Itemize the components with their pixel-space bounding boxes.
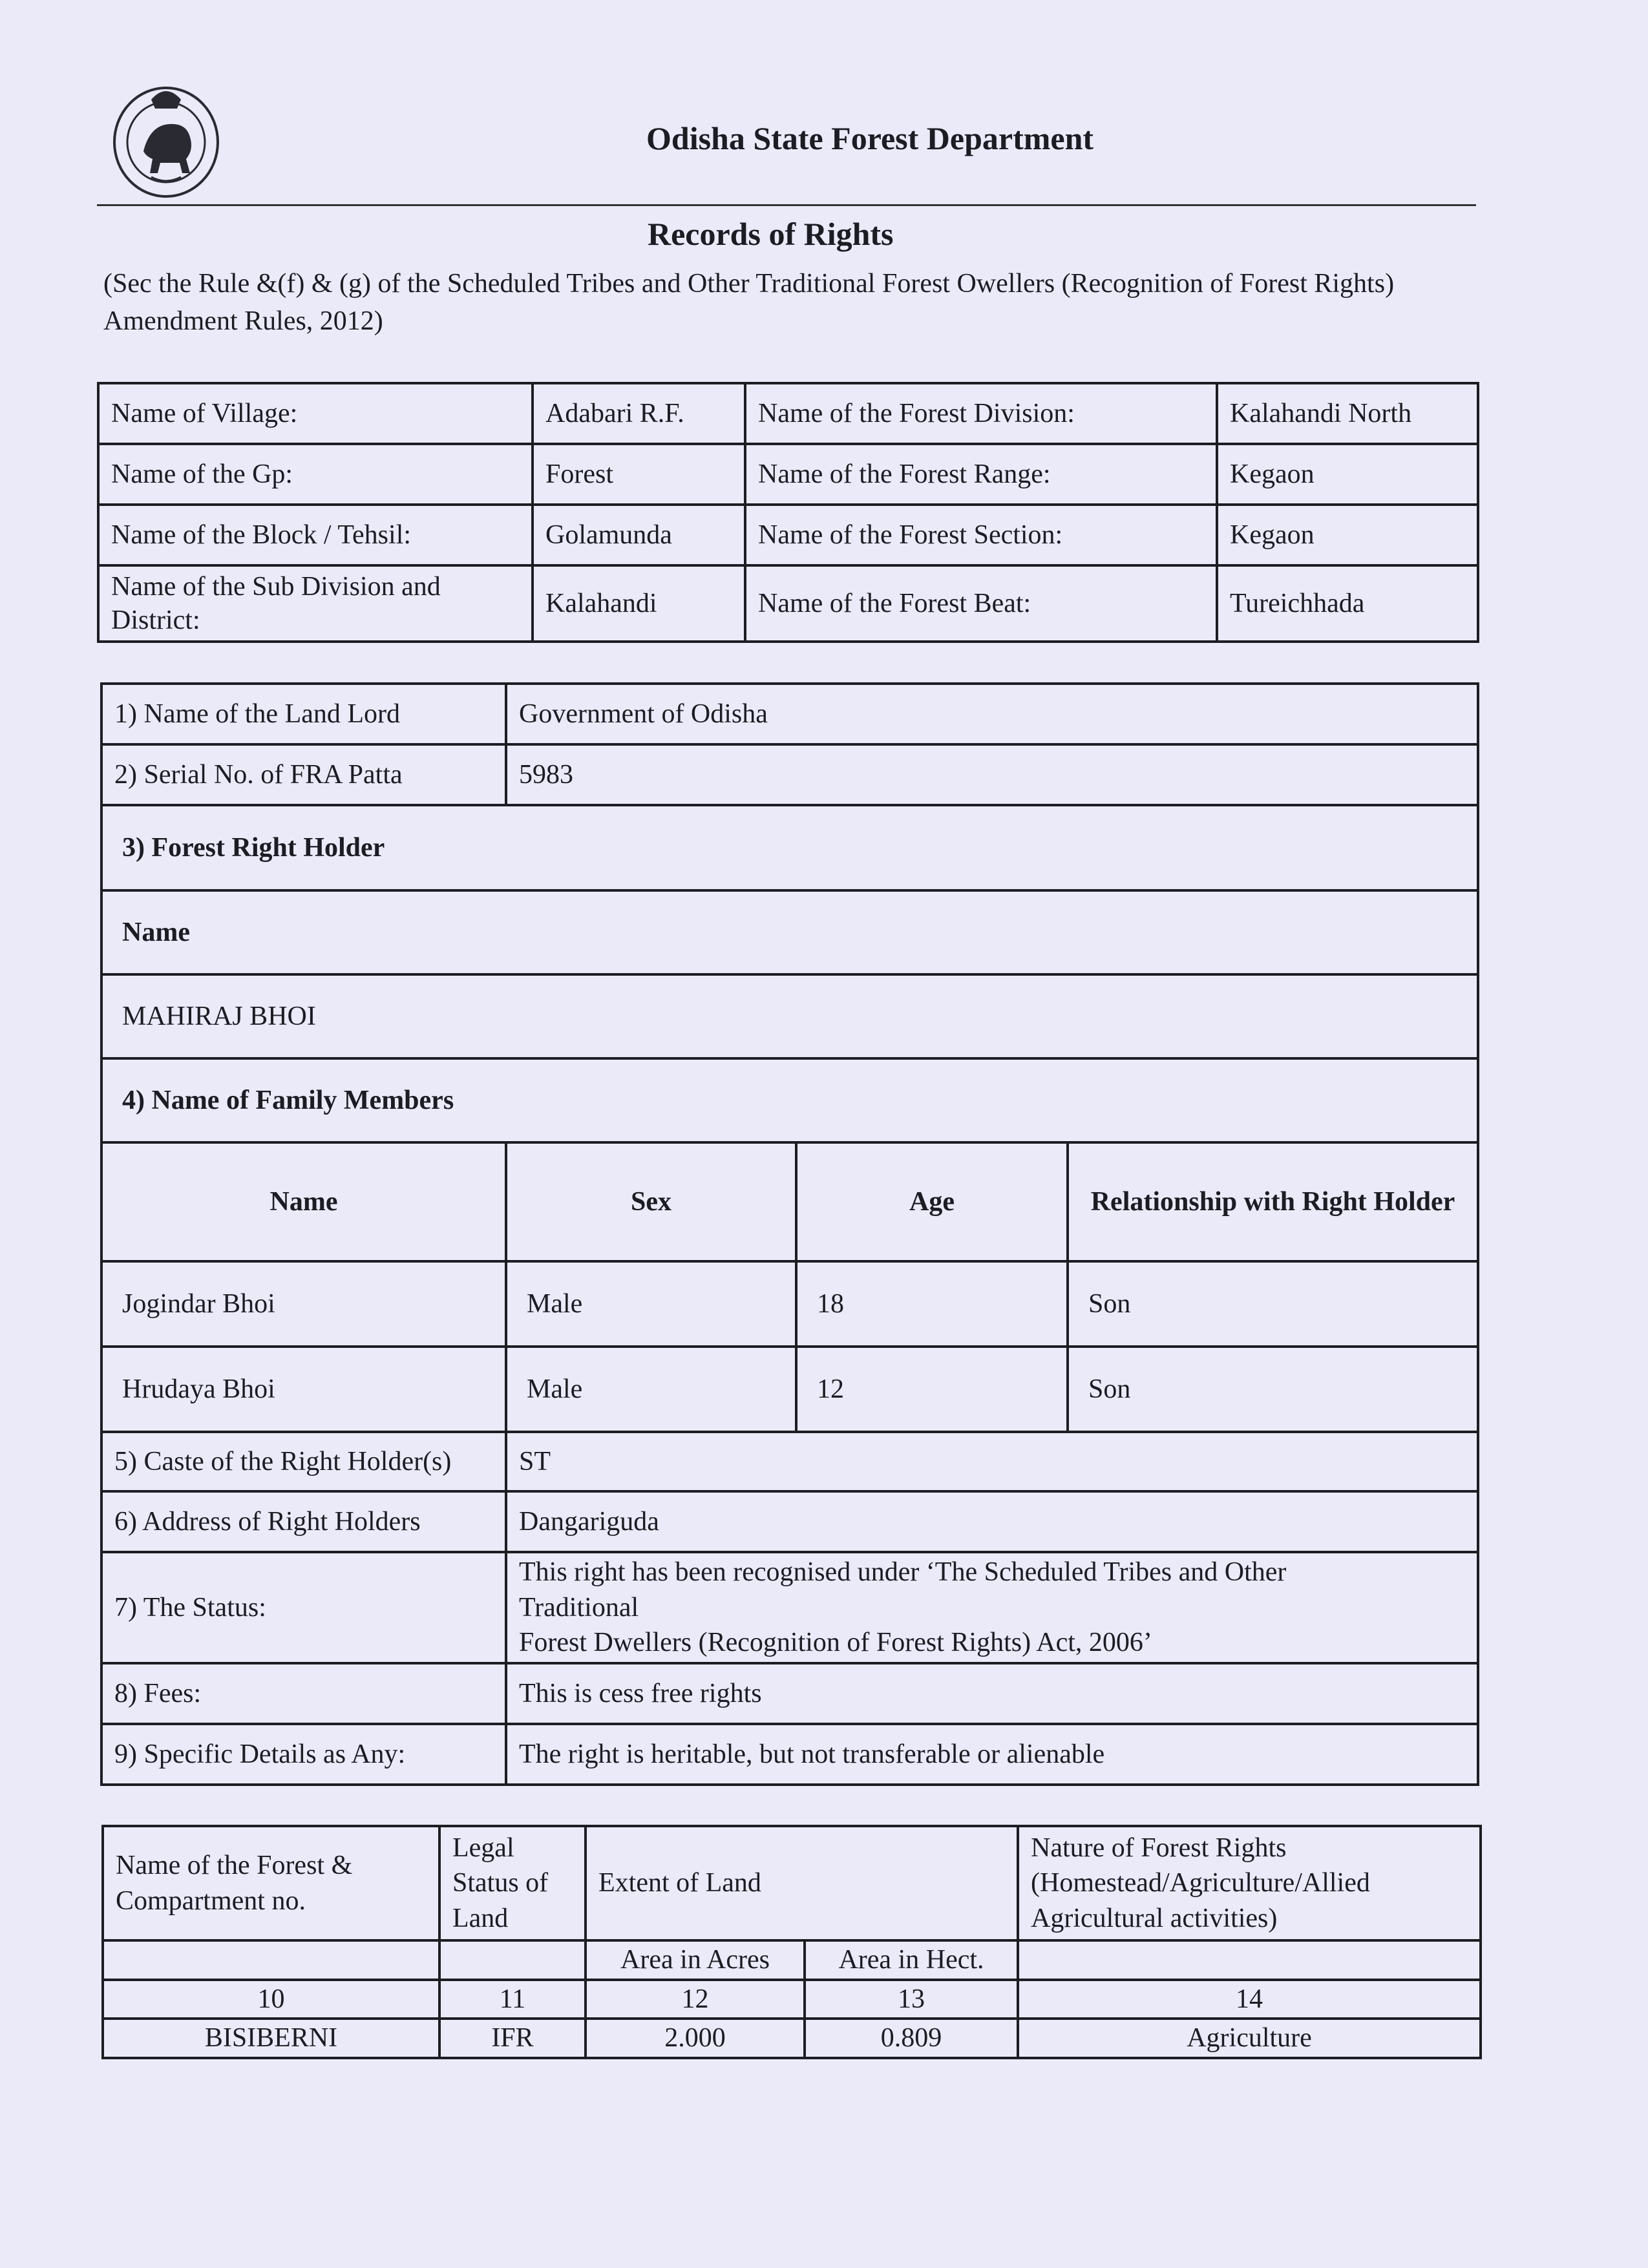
forest-range-value: Kegaon <box>1217 444 1478 505</box>
land-lord-label: 1) Name of the Land Lord <box>101 684 506 744</box>
sub-division-value: Kalahandi <box>533 565 745 642</box>
forest-range-label: Name of the Forest Range: <box>745 444 1217 505</box>
member-age: 18 <box>796 1261 1068 1347</box>
member-age: 12 <box>796 1347 1068 1432</box>
col-extent-of-land: Extent of Land <box>586 1826 1018 1940</box>
land-lord-value: Government of Odisha <box>506 684 1478 744</box>
table-row <box>101 1347 1478 1432</box>
member-name: Hrudaya Bhoi <box>101 1347 506 1432</box>
address-value: Dangariguda <box>506 1491 1478 1552</box>
block-value: Golamunda <box>533 505 745 565</box>
legal-status: IFR <box>439 2019 586 2058</box>
forest-division-value: Kalahandi North <box>1217 383 1478 444</box>
location-row <box>98 444 1478 505</box>
family-header-row <box>101 1142 1478 1261</box>
family-col-name: Name <box>101 1142 506 1261</box>
member-sex: Male <box>506 1347 796 1432</box>
col-forest-compartment: Name of the Forest & Compartment no. <box>103 1826 439 1940</box>
forest-division-label: Name of the Forest Division: <box>745 383 1217 444</box>
village-value: Adabari R.F. <box>533 383 745 444</box>
block-label: Name of the Block / Tehsil: <box>98 505 533 565</box>
col-legal-status: Legal Status of Land <box>439 1826 586 1940</box>
gp-value: Forest <box>533 444 745 505</box>
sub-division-label: Name of the Sub Division and District: <box>98 565 533 642</box>
status-line: Traditional <box>519 1592 639 1622</box>
department-title: Odisha State Forest Department <box>646 120 1094 156</box>
empty-cell <box>1018 1940 1481 1980</box>
address-label: 6) Address of Right Holders <box>101 1491 506 1552</box>
forest-right-holder-heading: 3) Forest Right Holder <box>101 805 1478 890</box>
serial-value: 5983 <box>506 744 1478 805</box>
col-number: 13 <box>805 1980 1018 2019</box>
land-table <box>101 1825 1482 2059</box>
forest-beat-value: Tureichhada <box>1217 565 1478 642</box>
empty-cell <box>439 1940 586 1980</box>
col-number: 10 <box>103 1980 439 2019</box>
col-number: 11 <box>439 1980 586 2019</box>
village-label: Name of Village: <box>98 383 533 444</box>
sub-area-acres: Area in Acres <box>586 1940 805 1980</box>
col-nature-of-rights: Nature of Forest Rights (Homestead/Agriculture/Allied Agricultural activities) <box>1018 1826 1481 1940</box>
status-line: This right has been recognised under ‘The Scheduled Tribes and Other <box>519 1557 1287 1588</box>
forest-section-label: Name of the Forest Section: <box>745 505 1217 565</box>
location-row <box>98 383 1478 444</box>
specific-details-label: 9) Specific Details as Any: <box>101 1724 506 1785</box>
family-col-sex: Sex <box>506 1142 796 1261</box>
family-col-age: Age <box>796 1142 1068 1261</box>
specific-details-value: The right is heritable, but not transferable or alienable <box>506 1724 1478 1785</box>
forest-section-value: Kegaon <box>1217 505 1478 565</box>
nature-of-right: Agriculture <box>1018 2019 1481 2058</box>
member-sex: Male <box>506 1261 796 1347</box>
col-number: 12 <box>586 1980 805 2019</box>
sub-area-hect: Area in Hect. <box>805 1940 1018 1980</box>
status-value <box>506 1552 1478 1663</box>
status-label: 7) The Status: <box>101 1552 506 1663</box>
empty-cell <box>103 1940 439 1980</box>
fees-label: 8) Fees: <box>101 1663 506 1724</box>
family-members-heading: 4) Name of Family Members <box>101 1058 1478 1142</box>
caste-label: 5) Caste of the Right Holder(s) <box>101 1432 506 1491</box>
header-divider <box>97 204 1476 206</box>
holder-name: MAHIRAJ BHOI <box>101 974 1478 1058</box>
family-col-relationship: Relationship with Right Holder <box>1068 1142 1478 1261</box>
table-row <box>103 2019 1481 2058</box>
page-title: Records of Rights <box>648 216 894 252</box>
caste-value: ST <box>506 1432 1478 1491</box>
col-number: 14 <box>1018 1980 1481 2019</box>
odisha-emblem-seal <box>111 80 221 199</box>
member-relation: Son <box>1068 1261 1478 1347</box>
forest-name: BISIBERNI <box>103 2019 439 2058</box>
member-relation: Son <box>1068 1347 1478 1432</box>
holder-name-heading: Name <box>101 890 1478 974</box>
gp-label: Name of the Gp: <box>98 444 533 505</box>
member-name: Jogindar Bhoi <box>101 1261 506 1347</box>
location-table <box>97 382 1479 643</box>
forest-beat-label: Name of the Forest Beat: <box>745 565 1217 642</box>
serial-label: 2) Serial No. of FRA Patta <box>101 744 506 805</box>
rule-subtitle: (Sec the Rule &(f) & (g) of the Scheduled Tribes and Other Traditional Forest Owellers (Recognition of Forest Rights) Amendment Rules, 2012) <box>103 269 1395 336</box>
status-line: Forest Dwellers (Recognition of Forest Rights) Act, 2006’ <box>519 1628 1152 1658</box>
area-acres: 2.000 <box>586 2019 805 2058</box>
location-row <box>98 565 1478 642</box>
fees-value: This is cess free rights <box>506 1663 1478 1724</box>
location-row <box>98 505 1478 565</box>
area-hect: 0.809 <box>805 2019 1018 2058</box>
table-row <box>101 1261 1478 1347</box>
record-table <box>100 682 1479 1786</box>
